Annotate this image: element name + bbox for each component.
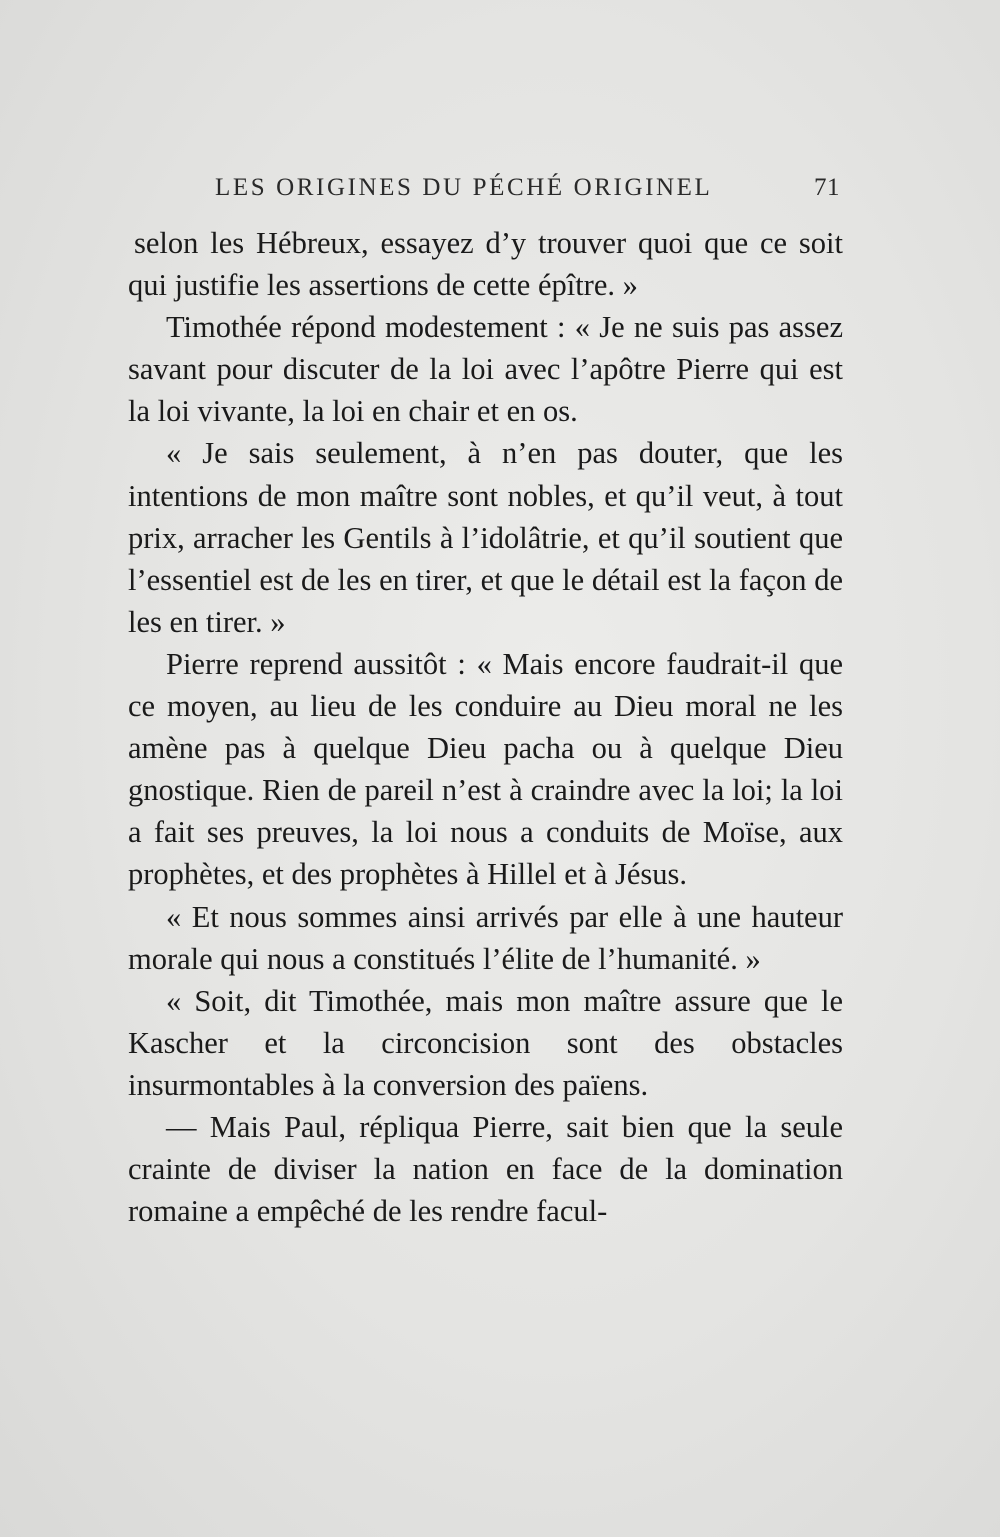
page-number: 71 bbox=[814, 174, 840, 201]
running-title: LES ORIGINES DU PÉCHÉ ORIGINEL bbox=[215, 174, 713, 201]
running-head bbox=[215, 170, 840, 210]
body-text bbox=[128, 222, 843, 1232]
paragraph-6: « Soit, dit Timothée, mais mon maître assure que le Kascher et la circoncision sont des obstacles insurmontables à la conversion des païens. bbox=[128, 983, 843, 1102]
paragraph-5: « Et nous sommes ainsi arrivés par elle à une hauteur morale qui nous a constitués l’élite de l’humanité. » bbox=[128, 899, 843, 976]
paragraph-3: « Je sais seulement, à n’en pas douter, que les intentions de mon maître sont nobles, et qu’il veut, à tout prix, arracher les Gentils à l’idolâtrie, et qu’il soutient que l’essentiel est de les en tirer, et que le détail est la façon de les en tirer. » bbox=[128, 436, 843, 639]
paragraph-1: selon les Hébreux, essayez d’y trouver quoi que ce soit qui justifie les assertions de cette épître. » bbox=[128, 226, 843, 303]
paragraph-7: — Mais Paul, répliqua Pierre, sait bien que la seule crainte de diviser la nation en face de la domination romaine a empêché de les rendre facul- bbox=[128, 1109, 843, 1229]
paragraph-2: Timothée répond modestement : « Je ne suis pas assez savant pour discuter de la loi avec l’apôtre Pierre qui est la loi vivante, la loi en chair et en os. bbox=[128, 310, 843, 429]
paragraph-4: Pierre reprend aussitôt : « Mais encore faudrait-il que ce moyen, au lieu de les conduire au Dieu moral ne les amène pas à quelque Dieu pacha ou à quelque Dieu gnostique. Rien de pareil n’est à craindre avec la loi; la loi a fait ses preuves, la loi nous a conduits de Moïse, aux prophètes, et des prophètes à Hillel et à Jésus. bbox=[128, 646, 843, 892]
